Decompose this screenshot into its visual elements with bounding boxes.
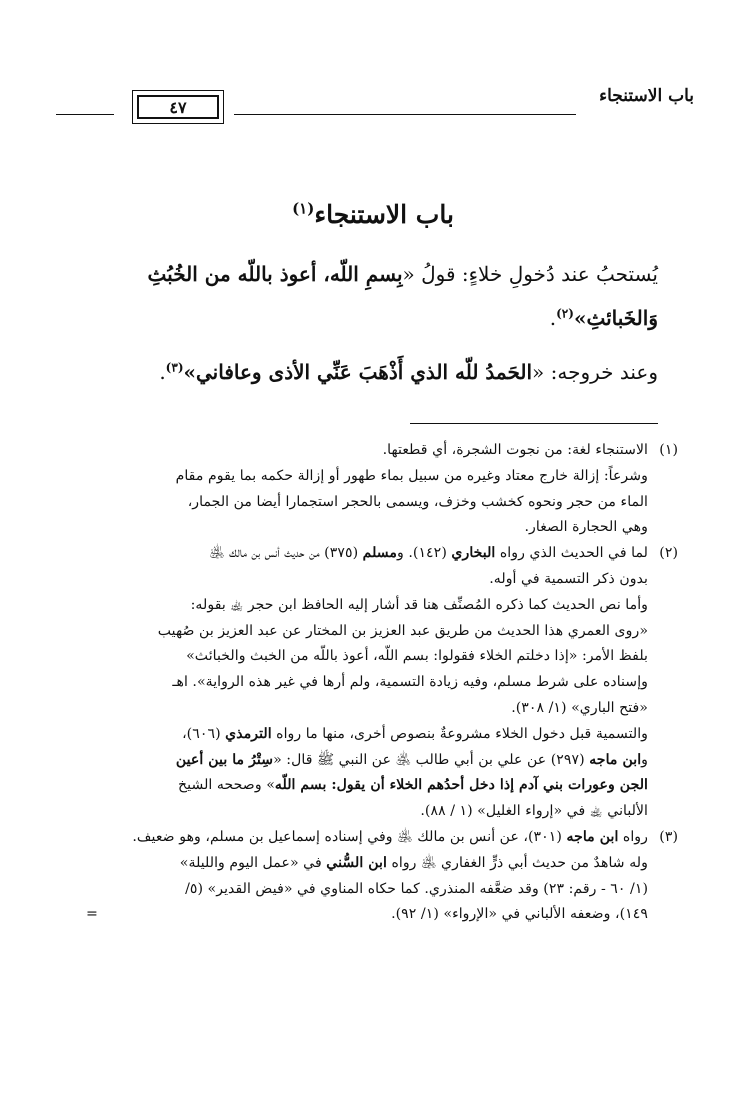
footnote-2-line bbox=[86, 593, 678, 619]
footnote-text: وأما نص الحديث كما ذكره المُصنِّف هنا قد أشار إليه الحافظ ابن حجر ﵀ بقوله: bbox=[190, 596, 648, 613]
running-header bbox=[56, 84, 694, 126]
hadith-text: سِتْرُ ما بين أعين bbox=[175, 751, 274, 768]
footnote-2-line bbox=[86, 799, 678, 825]
main-text-run: . bbox=[549, 306, 557, 330]
footnote-text: الماء من حجر ونحوه كخشب وخزف، ويسمى بالحجر استجمارا أيضا من الجمار، bbox=[187, 493, 648, 510]
main-line-2 bbox=[82, 306, 658, 356]
footnote-separator bbox=[410, 423, 658, 424]
footnote-2-line bbox=[86, 644, 678, 670]
footnote-1-line bbox=[86, 490, 678, 516]
continuation-mark: = bbox=[86, 906, 98, 923]
footnote-text: بلفظ الأمر: «إذا دخلتم الخلاء فقولوا: بسم اللّه، أعوذ باللّه من الخبث والخبائث» bbox=[186, 648, 648, 665]
header-rule-short bbox=[56, 114, 114, 115]
footnote-text: (٣٠١)، عن أنس بن مالك ﵁ وفي إسناده إسماعيل بن مسلم، وهو ضعيف. bbox=[132, 828, 567, 845]
footnote-text: (١٤٢). و bbox=[397, 545, 452, 562]
footnote-2-line bbox=[86, 696, 678, 722]
dua-exiting: الحَمدُ للّه الذي أَذْهَبَ عَنِّي الأذى وعافاني» bbox=[183, 360, 533, 384]
footnote-text: «روى العمري هذا الحديث من طريق عبد العزيز بن المختار عن عبد العزيز بن صُهيب bbox=[157, 622, 648, 639]
source-name: ابن السُّني bbox=[326, 854, 387, 871]
footnote-text: (٣٧٥) من حديث أنس بن مالك ﵁ bbox=[209, 545, 363, 562]
footnote-text: الألباني ﵀ في «إرواء الغليل» (١ / ٨٨). bbox=[420, 803, 648, 820]
page-number: ٤٧ bbox=[169, 97, 187, 117]
main-text-run: يُستحبُ عند دُخولِ خلاءٍ: قولُ « bbox=[402, 262, 658, 286]
footnote-2-line bbox=[86, 748, 678, 774]
source-name: ابن ماجه bbox=[566, 828, 619, 845]
footnote-1-line bbox=[86, 464, 678, 490]
footnote-text: وهي الحجارة الصغار. bbox=[524, 519, 648, 536]
footnote-2-line bbox=[86, 619, 678, 645]
footnotes bbox=[86, 438, 678, 928]
main-text bbox=[82, 262, 658, 404]
footnote-text: و bbox=[641, 751, 648, 768]
footnote-ref-2: (٢) bbox=[556, 306, 574, 321]
hadith-text: الجن وعورات بني آدم إذا دخل أحدُهم الخلاء أن يقول: بسم اللّه bbox=[274, 777, 648, 794]
footnote-text: بدون ذكر التسمية في أوله. bbox=[489, 570, 648, 587]
footnote-text: رواه bbox=[618, 828, 648, 845]
footnote-3-line bbox=[86, 877, 678, 903]
footnote-2-line bbox=[86, 567, 678, 593]
source-name: مسلم bbox=[362, 545, 398, 562]
main-line-1 bbox=[82, 262, 658, 306]
footnote-text: الاستنجاء لغة: من نجوت الشجرة، أي قطعتها. bbox=[382, 442, 648, 458]
footnote-number: (٣) bbox=[659, 828, 678, 845]
footnote-1-line bbox=[86, 515, 678, 541]
footnote-2-line bbox=[86, 773, 678, 799]
footnote-2-line bbox=[86, 541, 678, 567]
footnote-text: (١/ ٦٠ - رقم: ٢٣) وقد ضعَّفه المنذري. كما حكاه المناوي في «فيض القدير» (٥/ bbox=[185, 880, 648, 897]
main-line-3 bbox=[82, 360, 658, 404]
chapter-title-text: باب الاستنجاء bbox=[314, 200, 454, 229]
footnote-number: (٢) bbox=[659, 545, 678, 562]
footnote-3-line bbox=[86, 902, 678, 928]
source-name: البخاري bbox=[451, 545, 496, 562]
main-text-run: وعند خروجه: « bbox=[532, 360, 658, 384]
footnote-2-line bbox=[86, 670, 678, 696]
footnote-text: في «عمل اليوم والليلة» bbox=[179, 854, 327, 871]
footnote-1-line bbox=[86, 438, 678, 464]
footnote-ref-3: (٣) bbox=[165, 360, 184, 375]
footnote-text: ١٤٩)، وضعفه الألباني في «الإرواء» (١/ ٩٢). bbox=[391, 906, 648, 923]
chapter-title bbox=[60, 200, 686, 229]
source-name: الترمذي bbox=[225, 725, 272, 742]
footnote-number: (١) bbox=[659, 442, 678, 458]
footnote-text: «فتح الباري» (١/ ٣٠٨). bbox=[511, 699, 648, 716]
header-rule bbox=[234, 114, 576, 115]
header-title: باب الاستنجاء bbox=[599, 86, 694, 106]
footnote-text: (٢٩٧) عن علي بن أبي طالب ﵁ عن النبي ﷺ قال: « bbox=[273, 751, 590, 768]
dua-entering-end: وَالخَبائثِ» bbox=[573, 306, 658, 330]
footnote-text: (٦٠٦)، bbox=[182, 725, 226, 742]
dua-entering: بِسمِ اللّه، أعوذ باللّه من الخُبُثِ bbox=[147, 262, 403, 286]
footnote-text: وإسناده على شرط مسلم، وفيه زيادة التسمية، ولم أرها في غير هذه الرواية». اهـ bbox=[172, 674, 648, 691]
source-name: ابن ماجه bbox=[589, 751, 642, 768]
footnote-text: » وصححه الشيخ bbox=[178, 777, 275, 794]
page-number-box bbox=[132, 90, 224, 124]
footnote-text: وله شاهدٌ من حديث أبي ذرٍّ الغفاري ﵁ رواه bbox=[386, 854, 648, 871]
main-text-run: . bbox=[159, 360, 166, 384]
page-number-frame bbox=[137, 95, 219, 119]
footnote-3-line bbox=[86, 825, 678, 851]
footnote-text: والتسمية قبل دخول الخلاء مشروعةٌ بنصوص أخرى، منها ما رواه bbox=[271, 725, 648, 742]
footnote-text: وشرعاً: إزالة خارج معتاد وغيره من سبيل بماء طهور أو إزالة حكمه بما يقوم مقام bbox=[175, 467, 648, 484]
footnote-2-line bbox=[86, 722, 678, 748]
footnote-text: لما في الحديث الذي رواه bbox=[495, 545, 648, 562]
footnote-ref-1: (١) bbox=[292, 199, 315, 218]
footnote-3-line bbox=[86, 851, 678, 877]
